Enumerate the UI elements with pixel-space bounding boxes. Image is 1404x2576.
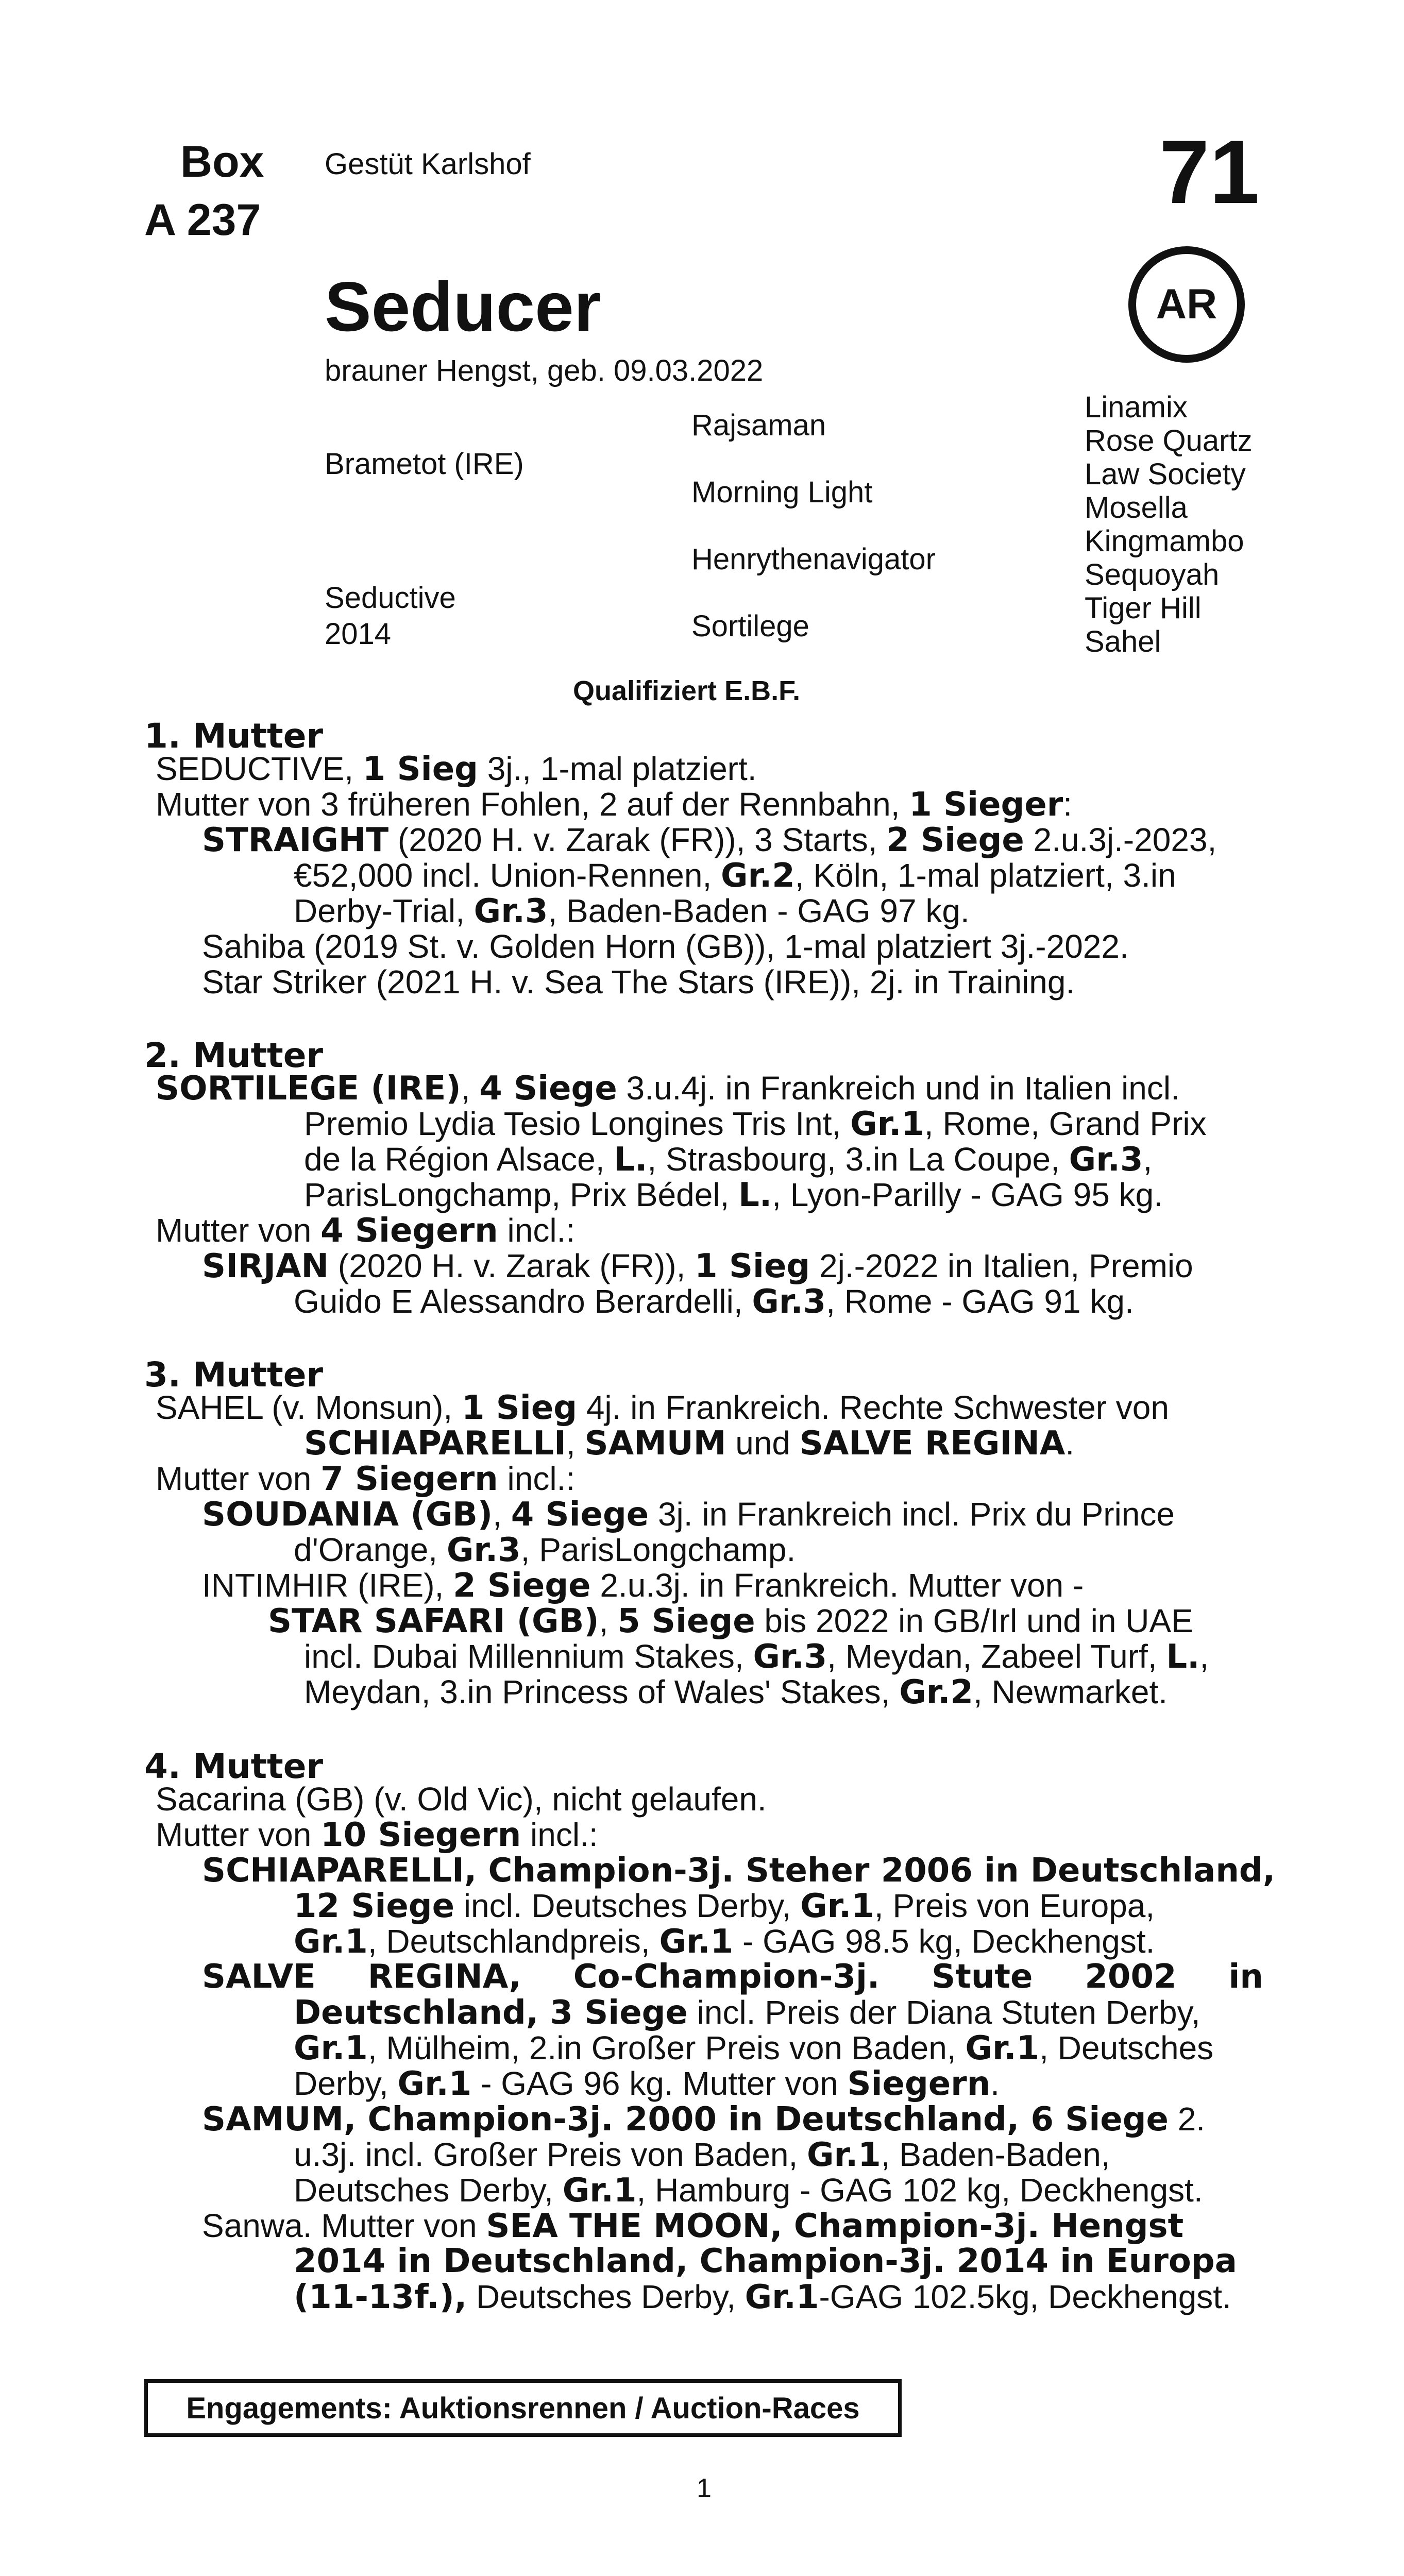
text-line: (11-13f.), Deutsches Derby, Gr.1-GAG 102.5kg, Deckhengst. bbox=[294, 2278, 1231, 2316]
text-line: €52,000 incl. Union-Rennen, Gr.2, Köln, 1-mal platziert, 3.in bbox=[294, 857, 1176, 895]
great-grandparent: Kingmambo bbox=[1085, 524, 1244, 558]
text-line: SCHIAPARELLI, Champion-3j. Steher 2006 in Deutschland, bbox=[202, 1852, 1275, 1890]
grandparent: Rajsaman bbox=[691, 409, 826, 442]
text-line: Sacarina (GB) (v. Old Vic), nicht gelaufen. bbox=[156, 1781, 767, 1818]
text-line: STAR SAFARI (GB), 5 Siege bis 2022 in GB/Irl und in UAE bbox=[268, 1602, 1193, 1640]
section-heading: 3. Mutter bbox=[144, 1355, 324, 1395]
text-line: Deutschland, 3 Siege incl. Preis der Diana Stuten Derby, bbox=[294, 1994, 1200, 2032]
text-line: SAMUM, Champion-3j. 2000 in Deutschland, 6 Siege 2. bbox=[202, 2100, 1206, 2139]
text-line: Derby-Trial, Gr.3, Baden-Baden - GAG 97 kg. bbox=[294, 892, 970, 930]
ar-badge-label: AR bbox=[1156, 281, 1217, 328]
stud-name: Gestüt Karlshof bbox=[325, 147, 531, 181]
text-line: 12 Siege incl. Deutsches Derby, Gr.1, Preis von Europa, bbox=[294, 1887, 1155, 1925]
dam-year: 2014 bbox=[325, 617, 392, 651]
grandparent: Sortilege bbox=[691, 609, 809, 643]
text-line: INTIMHIR (IRE), 2 Siege 2.u.3j. in Frankreich. Mutter von - bbox=[202, 1567, 1084, 1605]
text-line: SAHEL (v. Monsun), 1 Sieg 4j. in Frankreich. Rechte Schwester von bbox=[156, 1389, 1169, 1427]
text-line: Mutter von 7 Siegern incl.: bbox=[156, 1460, 576, 1498]
text-line: Guido E Alessandro Berardelli, Gr.3, Rome - GAG 91 kg. bbox=[294, 1283, 1134, 1321]
page-number: 1 bbox=[697, 2473, 712, 2503]
great-grandparent: Mosella bbox=[1085, 491, 1188, 524]
grandparent: Henrythenavigator bbox=[691, 543, 936, 576]
great-grandparent: Rose Quartz bbox=[1085, 424, 1253, 457]
great-grandparent: Law Society bbox=[1085, 457, 1246, 491]
dam: Seductive bbox=[325, 581, 456, 615]
text-line: Star Striker (2021 H. v. Sea The Stars (IRE)), 2j. in Training. bbox=[202, 963, 1075, 1001]
text-line: Gr.1, Deutschlandpreis, Gr.1 - GAG 98.5 kg, Deckhengst. bbox=[294, 1923, 1155, 1961]
text-line: Deutsches Derby, Gr.1, Hamburg - GAG 102 kg, Deckhengst. bbox=[294, 2172, 1203, 2210]
grandparent: Morning Light bbox=[691, 476, 873, 509]
box-label: Box bbox=[180, 137, 264, 187]
text-line: SALVE REGINA, Co-Champion-3j. Stute 2002 in bbox=[202, 1958, 1263, 1996]
qualification: Qualifiziert E.B.F. bbox=[573, 675, 801, 706]
text-line: STRAIGHT (2020 H. v. Zarak (FR)), 3 Starts, 2 Siege 2.u.3j.-2023, bbox=[202, 821, 1217, 859]
text-line: Meydan, 3.in Princess of Wales' Stakes, Gr.2, Newmarket. bbox=[304, 1673, 1168, 1711]
horse-description: brauner Hengst, geb. 09.03.2022 bbox=[325, 354, 764, 387]
section-heading: 4. Mutter bbox=[144, 1747, 324, 1786]
great-grandparent: Sequoyah bbox=[1085, 558, 1220, 591]
text-line: SORTILEGE (IRE), 4 Siege 3.u.4j. in Frankreich und in Italien incl. bbox=[156, 1070, 1180, 1108]
text-line: incl. Dubai Millennium Stakes, Gr.3, Meydan, Zabeel Turf, L., bbox=[304, 1638, 1209, 1676]
text-line: de la Région Alsace, L., Strasbourg, 3.in La Coupe, Gr.3, bbox=[304, 1141, 1153, 1179]
box-number: A 237 bbox=[144, 195, 261, 245]
text-line: Premio Lydia Tesio Longines Tris Int, Gr.1, Rome, Grand Prix bbox=[304, 1105, 1207, 1143]
sire: Brametot (IRE) bbox=[325, 447, 524, 481]
ar-badge bbox=[1128, 246, 1245, 363]
engagements-box bbox=[144, 2379, 902, 2437]
section-heading: 2. Mutter bbox=[144, 1036, 324, 1075]
text-line: Sanwa. Mutter von SEA THE MOON, Champion-3j. Hengst bbox=[202, 2207, 1184, 2245]
text-line: SOUDANIA (GB), 4 Siege 3j. in Frankreich incl. Prix du Prince bbox=[202, 1496, 1175, 1534]
text-line: SCHIAPARELLI, SAMUM und SALVE REGINA. bbox=[304, 1425, 1075, 1463]
section-heading: 1. Mutter bbox=[144, 716, 324, 756]
text-line: ParisLongchamp, Prix Bédel, L., Lyon-Parilly - GAG 95 kg. bbox=[304, 1176, 1163, 1214]
text-line: d'Orange, Gr.3, ParisLongchamp. bbox=[294, 1531, 796, 1569]
engagements-label: Engagements: Auktionsrennen / Auction-Races bbox=[186, 2391, 860, 2425]
great-grandparent: Tiger Hill bbox=[1085, 591, 1202, 625]
text-line: Gr.1, Mülheim, 2.in Großer Preis von Baden, Gr.1, Deutsches bbox=[294, 2029, 1214, 2067]
text-line: SIRJAN (2020 H. v. Zarak (FR)), 1 Sieg 2j.-2022 in Italien, Premio bbox=[202, 1247, 1193, 1285]
text-line: 2014 in Deutschland, Champion-3j. 2014 in Europa bbox=[294, 2242, 1237, 2280]
horse-name: Seducer bbox=[325, 267, 601, 346]
text-line: Mutter von 3 früheren Fohlen, 2 auf der Rennbahn, 1 Sieger: bbox=[156, 786, 1073, 824]
text-line: Mutter von 10 Siegern incl.: bbox=[156, 1816, 598, 1854]
text-line: Derby, Gr.1 - GAG 96 kg. Mutter von Siegern. bbox=[294, 2065, 1000, 2103]
text-line: SEDUCTIVE, 1 Sieg 3j., 1-mal platziert. bbox=[156, 750, 757, 788]
lot-number: 71 bbox=[1159, 122, 1260, 223]
text-line: Mutter von 4 Siegern incl.: bbox=[156, 1212, 576, 1250]
great-grandparent: Sahel bbox=[1085, 625, 1161, 658]
text-line: u.3j. incl. Großer Preis von Baden, Gr.1, Baden-Baden, bbox=[294, 2136, 1110, 2174]
text-line: Sahiba (2019 St. v. Golden Horn (GB)), 1-mal platziert 3j.-2022. bbox=[202, 928, 1129, 965]
great-grandparent: Linamix bbox=[1085, 391, 1188, 424]
